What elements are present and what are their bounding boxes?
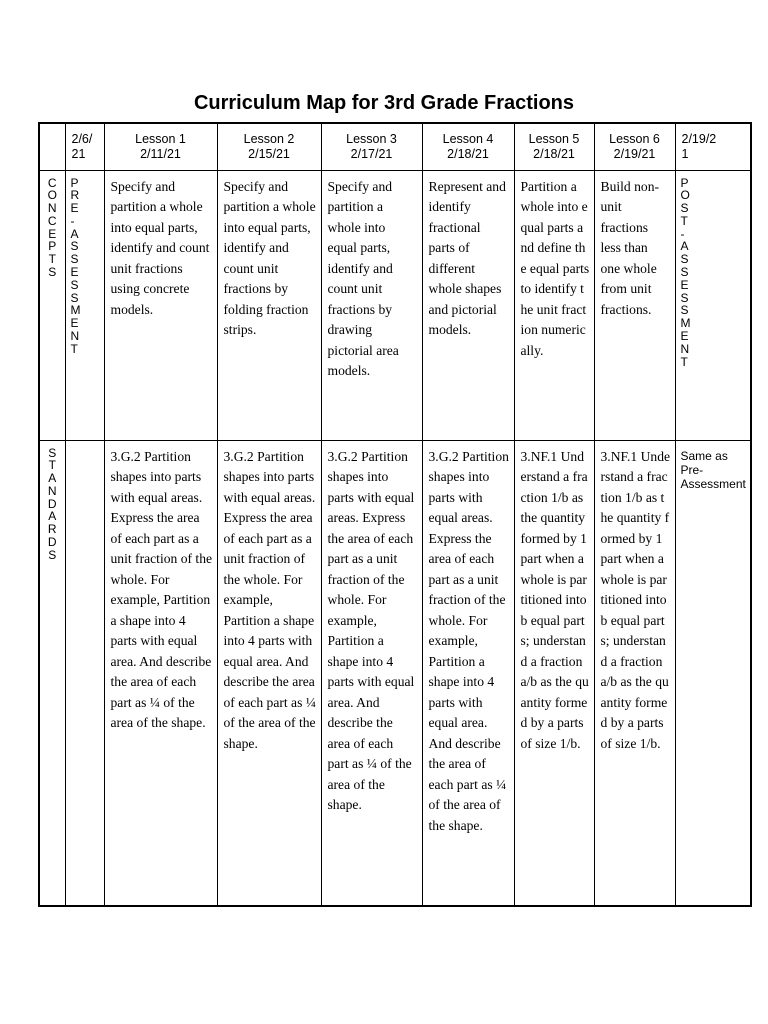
concept-lesson-5: Partition a whole into equal parts and define the equal parts to identify the unit fraction numerically. bbox=[514, 170, 594, 440]
standards-post-cell: Same as Pre-Assessment bbox=[675, 440, 751, 906]
vertical-letter: E bbox=[680, 277, 689, 292]
vertical-letter: E bbox=[70, 265, 79, 280]
vertical-letter: R bbox=[47, 522, 57, 537]
row-label-concepts bbox=[39, 170, 65, 440]
vertical-letter: D bbox=[47, 496, 57, 511]
col-header-line2: 2/17/21 bbox=[350, 147, 393, 161]
vertical-letter: P bbox=[70, 175, 79, 190]
header-row bbox=[39, 123, 751, 170]
vertical-letter: S bbox=[680, 252, 689, 267]
vertical-letter: N bbox=[47, 201, 57, 216]
vertical-letter: S bbox=[70, 290, 79, 305]
vertical-letter: S bbox=[70, 239, 79, 254]
standard-lesson-4: 3.G.2 Partition shapes into parts with equal areas. Express the area of each part as a unit fraction of the whole. For example, Partition a shape into 4 parts with equal area. And describe the area of each part as ¼ of the area of the shape. bbox=[422, 440, 514, 906]
col-header-lesson-2 bbox=[217, 123, 321, 170]
row-label-standards bbox=[39, 440, 65, 906]
col-header-line1: Lesson 6 bbox=[609, 132, 660, 146]
vertical-letter: N bbox=[70, 329, 80, 344]
col-header-line1: Lesson 1 bbox=[135, 132, 186, 146]
standard-lesson-1: 3.G.2 Partition shapes into parts with equal areas. Express the area of each part as a unit fraction of the whole. For example, Partition a shape into 4 parts with equal area. And describe the area of each part as ¼ of the area of the shape. bbox=[104, 440, 217, 906]
vertical-letter: E bbox=[70, 316, 79, 331]
col-header-line1: Lesson 4 bbox=[442, 132, 494, 146]
vertical-letter: T bbox=[48, 458, 56, 473]
vertical-letter: E bbox=[48, 226, 57, 241]
vertical-letter: R bbox=[70, 188, 80, 203]
vertical-letter: S bbox=[680, 290, 689, 305]
vertical-letter: T bbox=[48, 252, 56, 267]
standard-lesson-6: 3.NF.1 Understand a fraction 1/b as the quantity formed by 1 part when a whole is partitioned into b equal parts; understand a fraction a/b as the quantity formed by a parts of size 1/b. bbox=[594, 440, 675, 906]
col-header-lesson-4 bbox=[422, 123, 514, 170]
concept-lesson-3: Specify and partition a whole into equal parts, identify and count unit fractions by drawing pictorial area models. bbox=[321, 170, 422, 440]
col-header-line1: Lesson 2 bbox=[243, 132, 295, 146]
pre-assessment-cell bbox=[65, 170, 104, 440]
vertical-letter: A bbox=[680, 239, 689, 254]
col-header-lesson-1 bbox=[104, 123, 217, 170]
vertical-letter: - bbox=[70, 213, 75, 228]
vertical-letter: M bbox=[70, 303, 81, 318]
vertical-letter: S bbox=[48, 445, 57, 460]
vertical-letter: C bbox=[47, 175, 57, 190]
vertical-letter: S bbox=[680, 201, 689, 216]
vertical-letter: S bbox=[70, 252, 79, 267]
vertical-letter: N bbox=[680, 341, 690, 356]
vertical-letter: T bbox=[680, 213, 688, 228]
vertical-letter: D bbox=[47, 535, 57, 550]
vertical-letter: M bbox=[680, 316, 691, 331]
col-header-line2: 2/19/21 bbox=[613, 147, 656, 161]
concept-lesson-6: Build non-unit fractions less than one whole from unit fractions. bbox=[594, 170, 675, 440]
vertical-letter: P bbox=[680, 175, 689, 190]
vertical-letter: E bbox=[70, 201, 79, 216]
corner-cell bbox=[39, 123, 65, 170]
concept-lesson-1: Specify and partition a whole into equal parts, identify and count unit fractions using concrete models. bbox=[104, 170, 217, 440]
vertical-letter: T bbox=[70, 341, 78, 356]
col-header-line1: Lesson 3 bbox=[346, 132, 397, 146]
vertical-letter: A bbox=[48, 509, 57, 524]
vertical-letter: E bbox=[680, 329, 689, 344]
vertical-letter: C bbox=[47, 213, 57, 228]
concept-lesson-4: Represent and identify fractional parts of different whole shapes and pictorial models. bbox=[422, 170, 514, 440]
vertical-letter: - bbox=[680, 226, 685, 241]
col-header-line1: 2/6/ bbox=[71, 132, 93, 146]
col-header-lesson-3 bbox=[321, 123, 422, 170]
concept-lesson-2: Specify and partition a whole into equal parts, identify and count unit fractions by folding fraction strips. bbox=[217, 170, 321, 440]
col-header-line2: 21 bbox=[71, 147, 86, 161]
vertical-letter: S bbox=[70, 277, 79, 292]
page-title: Curriculum Map for 3rd Grade Fractions bbox=[193, 92, 575, 114]
col-header-lesson-5 bbox=[514, 123, 594, 170]
vertical-letter: N bbox=[47, 483, 57, 498]
standard-lesson-3: 3.G.2 Partition shapes into parts with equal areas. Express the area of each part as a unit fraction of the whole. For example, Partition a shape into 4 parts with equal area. And describe the area of each part as ¼ of the area of the shape. bbox=[321, 440, 422, 906]
vertical-letter: T bbox=[680, 354, 688, 369]
col-header-line2: 2/15/21 bbox=[248, 147, 290, 161]
vertical-letter: S bbox=[680, 265, 689, 280]
col-header-line2: 2/11/21 bbox=[140, 147, 181, 161]
vertical-letter: P bbox=[48, 239, 57, 254]
vertical-letter: A bbox=[48, 471, 57, 486]
col-header-post bbox=[675, 123, 751, 170]
standard-lesson-2: 3.G.2 Partition shapes into parts with equal areas. Express the area of each part as a unit fraction of the whole. For example, Partition a shape into 4 parts with equal area. And describe the area of each part as ¼ of the area of the shape. bbox=[217, 440, 321, 906]
vertical-letter: O bbox=[680, 188, 690, 203]
col-header-line2: 2/18/21 bbox=[447, 147, 489, 161]
standard-lesson-5: 3.NF.1 Understand a fraction 1/b as the quantity formed by 1 part when a whole is partitioned into b equal parts; understand a fraction a/b as the quantity formed by a parts of size 1/b. bbox=[514, 440, 594, 906]
vertical-letter: O bbox=[47, 188, 57, 203]
col-header-lesson-6 bbox=[594, 123, 675, 170]
concepts-row bbox=[39, 170, 751, 440]
vertical-letter: A bbox=[70, 226, 79, 241]
post-assessment-cell bbox=[675, 170, 751, 440]
vertical-letter: S bbox=[680, 303, 689, 318]
col-header-line2: 1 bbox=[681, 147, 689, 161]
col-header-line1: 2/19/2 bbox=[681, 132, 717, 146]
col-header-line1: Lesson 5 bbox=[528, 132, 580, 146]
standards-row bbox=[39, 440, 751, 906]
curriculum-table bbox=[38, 122, 752, 907]
col-header-line2: 2/18/21 bbox=[533, 147, 575, 161]
standards-pre-cell bbox=[65, 440, 104, 906]
col-header-pre bbox=[65, 123, 104, 170]
vertical-letter: S bbox=[48, 547, 57, 562]
vertical-letter: S bbox=[48, 265, 57, 280]
